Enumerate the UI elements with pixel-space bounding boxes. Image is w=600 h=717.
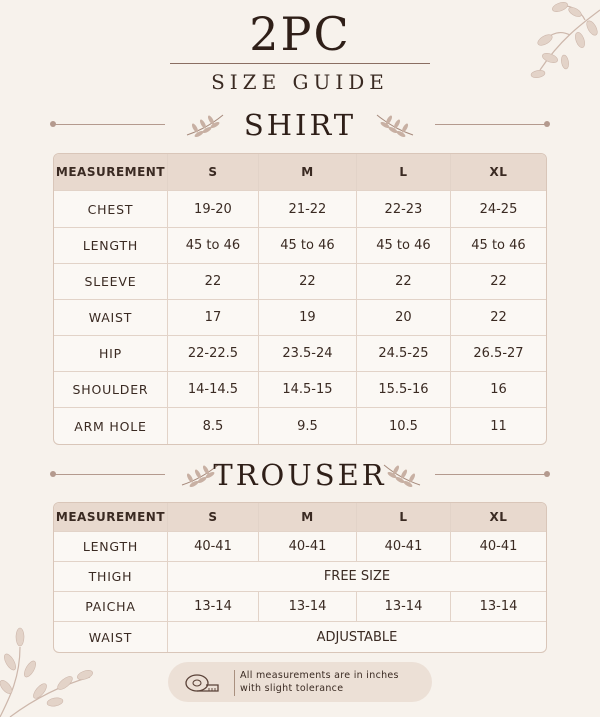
page-title: 2PC — [249, 7, 351, 61]
row-label: THIGH — [54, 562, 168, 592]
divider-dot — [544, 121, 550, 127]
table-header-row — [54, 503, 546, 532]
table-cell: 13-14 — [357, 592, 451, 622]
table-cell: 22-22.5 — [168, 336, 259, 372]
table-cell: 22 — [451, 264, 546, 300]
column-header: MEASUREMENT — [54, 154, 168, 191]
table-cell: 17 — [168, 300, 259, 336]
table-cell: 21-22 — [259, 191, 357, 228]
merged-cell: ADJUSTABLE — [316, 629, 398, 645]
table-cell: 40-41 — [357, 532, 451, 562]
divider-dot — [544, 471, 550, 477]
table-cell: 19 — [259, 300, 357, 336]
table-cell: 40-41 — [168, 532, 259, 562]
table-header-row — [54, 154, 546, 191]
column-header: S — [168, 154, 259, 191]
divider-line — [435, 124, 547, 125]
shirt-size-table — [53, 153, 547, 445]
trouser-title: TROUSER — [213, 458, 387, 492]
note-line-2: with slight tolerance — [240, 683, 344, 694]
row-label: SLEEVE — [54, 264, 168, 300]
column-header: XL — [451, 503, 546, 532]
table-cell: 22 — [259, 264, 357, 300]
table-cell: 45 to 46 — [451, 228, 546, 264]
page-subtitle: SIZE GUIDE — [211, 70, 389, 94]
table-cell: 45 to 46 — [168, 228, 259, 264]
column-header: L — [357, 154, 451, 191]
column-header: XL — [451, 154, 546, 191]
table-cell: 20 — [357, 300, 451, 336]
table-row — [54, 592, 546, 622]
trouser-section-heading — [0, 458, 600, 492]
table-cell: 45 to 46 — [357, 228, 451, 264]
table-row — [54, 191, 546, 228]
table-cell: 22 — [451, 300, 546, 336]
note-divider — [234, 670, 235, 696]
table-cell: 23.5-24 — [259, 336, 357, 372]
table-cell: 22 — [168, 264, 259, 300]
table-cell: 13-14 — [451, 592, 546, 622]
column-header: L — [357, 503, 451, 532]
table-cell: 9.5 — [259, 408, 357, 444]
title-divider — [170, 63, 430, 64]
table-row — [54, 264, 546, 300]
column-header: S — [168, 503, 259, 532]
table-row — [54, 228, 546, 264]
measurement-note — [168, 662, 432, 702]
merged-cell: FREE SIZE — [168, 562, 546, 592]
leaf-sprig-icon — [375, 111, 415, 139]
table-cell: 15.5-16 — [357, 372, 451, 408]
table-cell: 45 to 46 — [259, 228, 357, 264]
table-row — [54, 372, 546, 408]
table-row — [54, 408, 546, 444]
row-label: HIP — [54, 336, 168, 372]
table-cell: 16 — [451, 372, 546, 408]
row-label: SHOULDER — [54, 372, 168, 408]
row-label: LENGTH — [54, 532, 168, 562]
table-cell: 14.5-15 — [259, 372, 357, 408]
table-row — [54, 562, 546, 592]
row-label: WAIST — [54, 622, 168, 652]
table-cell: 8.5 — [168, 408, 259, 444]
row-label: LENGTH — [54, 228, 168, 264]
table-cell: 11 — [490, 418, 507, 434]
shirt-section-heading — [0, 108, 600, 142]
table-row — [54, 336, 546, 372]
row-label: ARM HOLE — [54, 408, 168, 444]
table-cell: 40-41 — [259, 532, 357, 562]
row-label: CHEST — [54, 191, 168, 228]
table-cell: 14-14.5 — [168, 372, 259, 408]
table-row — [54, 622, 546, 652]
shirt-title: SHIRT — [243, 108, 357, 142]
table-cell: 26.5-27 — [451, 336, 546, 372]
column-header: M — [259, 154, 357, 191]
note-line-1: All measurements are in inches — [240, 670, 399, 681]
trouser-size-table — [53, 502, 547, 653]
table-row — [54, 532, 546, 562]
note-text — [240, 669, 399, 695]
table-cell: 40-41 — [451, 532, 546, 562]
table-cell: 22 — [357, 264, 451, 300]
table-cell: 22-23 — [357, 191, 451, 228]
divider-line — [435, 474, 547, 475]
row-label: WAIST — [54, 300, 168, 336]
table-cell: 13-14 — [259, 592, 357, 622]
column-header: M — [259, 503, 357, 532]
row-label: PAICHA — [54, 592, 168, 622]
table-cell: 13-14 — [168, 592, 259, 622]
table-row — [54, 300, 546, 336]
table-cell: 19-20 — [168, 191, 259, 228]
table-cell: 24.5-25 — [357, 336, 451, 372]
table-cell: 24-25 — [451, 191, 546, 228]
leaf-sprig-icon — [382, 461, 422, 489]
table-cell: 10.5 — [357, 408, 451, 444]
column-header: MEASUREMENT — [54, 503, 168, 532]
measuring-tape-icon — [184, 671, 220, 695]
